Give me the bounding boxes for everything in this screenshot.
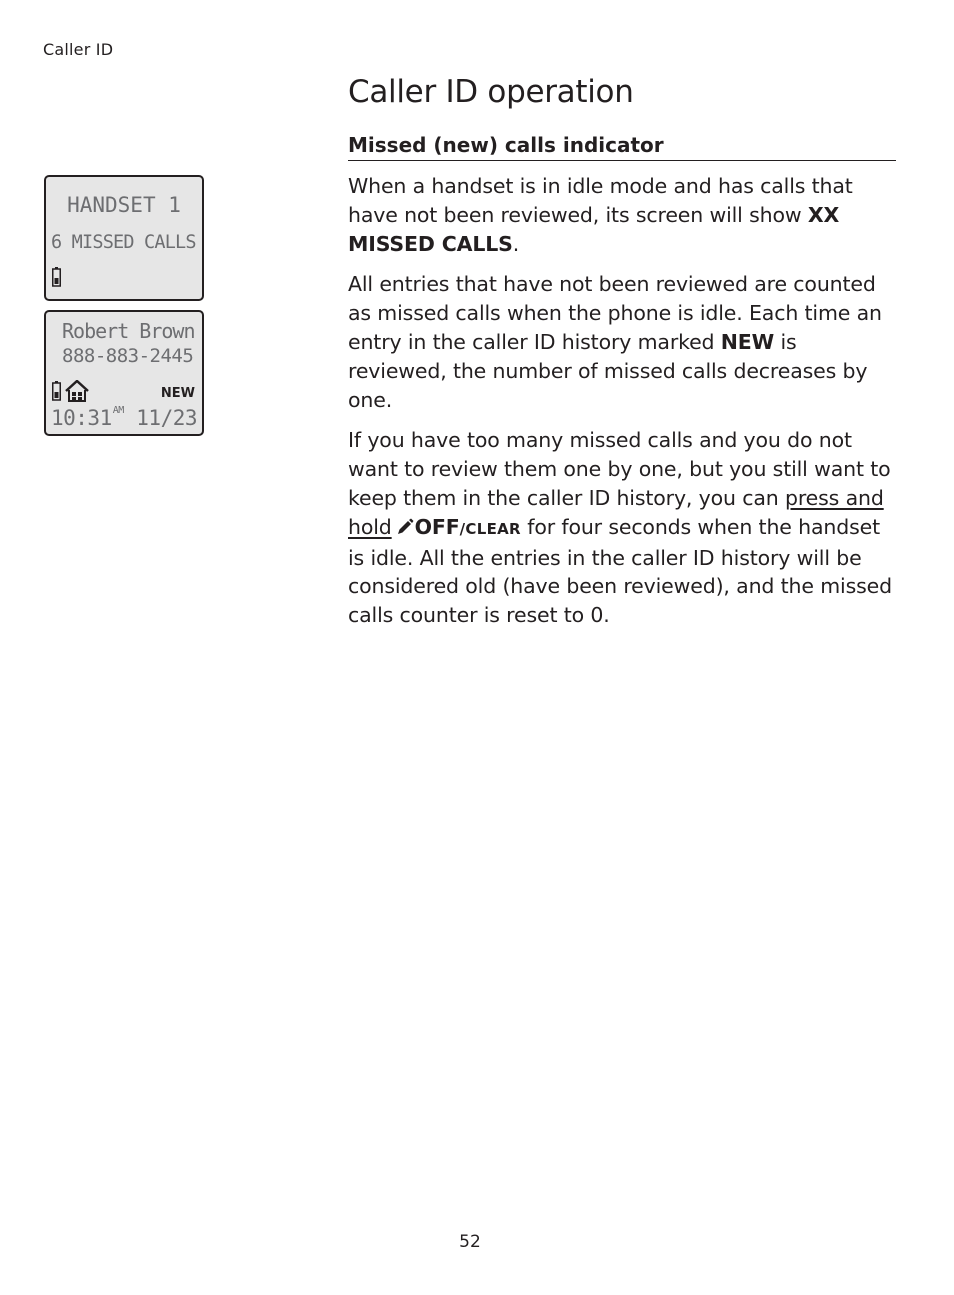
page-title: Caller ID operation (348, 74, 634, 110)
battery-icon (52, 381, 61, 401)
screen-handset-label: HANDSET 1 (67, 193, 181, 217)
page-number: 52 (459, 1232, 481, 1252)
off-clear-key: OFF/CLEAR (414, 514, 521, 539)
screen-missed-calls: 6 MISSED CALLS (51, 232, 196, 253)
paragraph-3: If you have too many missed calls and you do not want to review them one by one, but you still want to keep them in the caller ID history, you can press and hold OFF/CLEAR for four seconds when the handset is idle. All the entries in the caller ID history will be considered old (have been reviewed), and the missed calls counter is reset to 0. (348, 428, 892, 628)
press-and-hold-link: press and hold (348, 485, 884, 539)
screen-am-pm: AM (112, 405, 124, 416)
new-label: NEW (720, 329, 775, 354)
section-heading: Missed (new) calls indicator (348, 133, 896, 161)
new-badge: NEW (160, 386, 195, 401)
body-text (348, 172, 896, 642)
screen-caller-name: Robert Brown (62, 319, 195, 343)
running-head: Caller ID (43, 40, 114, 59)
home-icon (65, 380, 89, 402)
screen-date: 11/23 (136, 406, 197, 430)
screen-caller-number: 888-883-2445 (62, 345, 194, 367)
screen-time: $10:31^{AM}$ (51, 405, 124, 430)
paragraph-2: All entries that have not been reviewed are counted as missed calls when the phone is idle. Each time an entry in the caller ID history marked NEW is reviewed, the number of missed calls decreases by one. (348, 272, 882, 412)
missed-calls-label: XX MISSED CALLS (348, 202, 840, 256)
pencil-handset-icon (396, 518, 414, 536)
battery-icon (52, 267, 61, 287)
handset-screen-entry (44, 310, 204, 436)
paragraph-1: When a handset is in idle mode and has calls that have not been reviewed, its screen will show XX MISSED CALLS. (348, 174, 853, 256)
handset-screen-idle (44, 175, 204, 301)
